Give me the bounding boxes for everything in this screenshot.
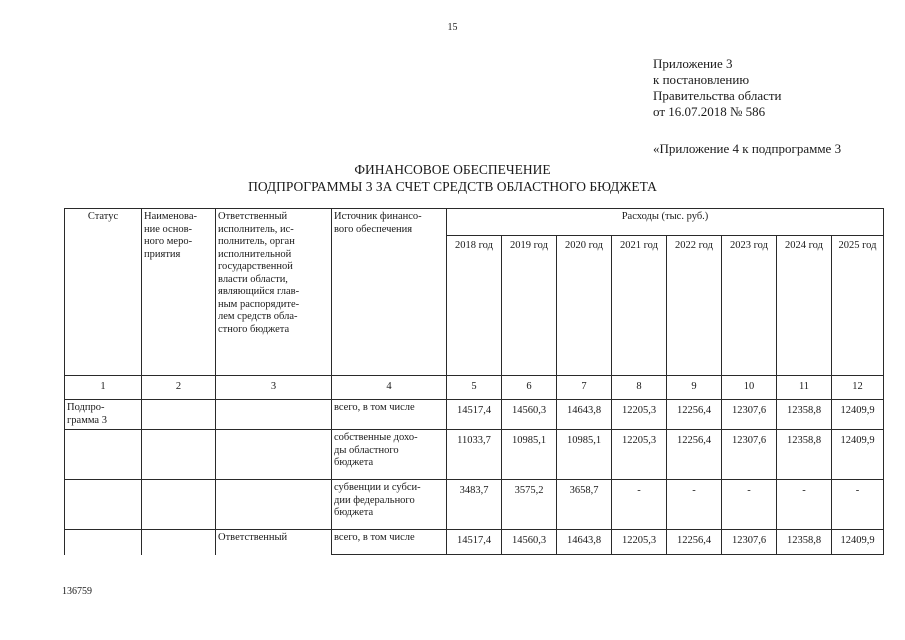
table-row — [65, 530, 884, 555]
column-number: 2 — [142, 376, 216, 400]
cell-executor — [216, 430, 332, 480]
cell-value: 12307,6 — [722, 430, 777, 480]
cell-funding-source: всего, в том числе — [332, 400, 447, 430]
table-row — [65, 430, 884, 480]
cell-value: 3575,2 — [502, 480, 557, 530]
cell-value: 12256,4 — [667, 430, 722, 480]
cell-value: 14517,4 — [447, 530, 502, 555]
cell-value: 12409,9 — [832, 400, 884, 430]
column-number: 12 — [832, 376, 884, 400]
cell-value: 14643,8 — [557, 400, 612, 430]
cell-value: 10985,1 — [557, 430, 612, 480]
header-year: 2023 год — [722, 236, 777, 376]
appendix-quote: «Приложение 4 к подпрограмме 3 — [653, 141, 842, 156]
header-status: Статус — [65, 209, 142, 376]
cell-executor: Ответственный — [216, 530, 332, 555]
cell-value: 11033,7 — [447, 430, 502, 480]
appendix-line: Приложение 3 — [653, 56, 733, 71]
cell-value: - — [832, 480, 884, 530]
cell-value: 12358,8 — [777, 400, 832, 430]
cell-value: 12307,6 — [722, 530, 777, 555]
cell-activity-name — [142, 400, 216, 430]
appendix-line: к постановлению — [653, 72, 750, 87]
footer-code: 136759 — [62, 586, 92, 597]
column-number: 3 — [216, 376, 332, 400]
cell-status — [65, 530, 142, 555]
cell-value: 14643,8 — [557, 530, 612, 555]
cell-value: 12358,8 — [777, 430, 832, 480]
cell-funding-source: всего, в том числе — [332, 530, 447, 555]
table-row — [65, 400, 884, 430]
cell-funding-source: субвенции и субси- дии федерального бюджета — [332, 480, 447, 530]
cell-value: - — [667, 480, 722, 530]
header-funding-source: Источник финансо- вого обеспечения — [332, 209, 447, 376]
cell-executor — [216, 400, 332, 430]
cell-value: 12358,8 — [777, 530, 832, 555]
cell-value: 3658,7 — [557, 480, 612, 530]
column-number: 9 — [667, 376, 722, 400]
column-number: 4 — [332, 376, 447, 400]
header-year: 2019 год — [502, 236, 557, 376]
cell-value: - — [612, 480, 667, 530]
appendix-line: от 16.07.2018 № 586 — [653, 104, 766, 119]
cell-activity-name — [142, 530, 216, 555]
column-number: 8 — [612, 376, 667, 400]
cell-status: Подпро- грамма 3 — [65, 400, 142, 430]
header-year: 2025 год — [832, 236, 884, 376]
appendix-line: Правительства области — [653, 88, 782, 103]
column-number: 7 — [557, 376, 612, 400]
page-number: 15 — [447, 22, 458, 33]
column-number-row — [65, 376, 884, 400]
cell-value: 3483,7 — [447, 480, 502, 530]
header-expenses: Расходы (тыс. руб.) — [447, 209, 884, 236]
column-number: 5 — [447, 376, 502, 400]
cell-status — [65, 430, 142, 480]
column-number: 10 — [722, 376, 777, 400]
cell-value: 12256,4 — [667, 400, 722, 430]
cell-activity-name — [142, 430, 216, 480]
cell-value: 12307,6 — [722, 400, 777, 430]
budget-table — [64, 208, 884, 555]
column-number: 6 — [502, 376, 557, 400]
document-title-line: ФИНАНСОВОЕ ОБЕСПЕЧЕНИЕ — [354, 162, 551, 177]
cell-value: 14517,4 — [447, 400, 502, 430]
header-executor: Ответственный исполнитель, ис- полнитель, орган исполнительной государственной власти области, являющийся глав- ным распорядите- лем средств обла- стного бюджета — [216, 209, 332, 376]
header-year: 2018 год — [447, 236, 502, 376]
header-year: 2024 год — [777, 236, 832, 376]
header-year: 2020 год — [557, 236, 612, 376]
cell-value: - — [777, 480, 832, 530]
cell-value: - — [722, 480, 777, 530]
cell-value: 12205,3 — [612, 530, 667, 555]
cell-status — [65, 480, 142, 530]
cell-value: 14560,3 — [502, 400, 557, 430]
column-number: 11 — [777, 376, 832, 400]
cell-activity-name — [142, 480, 216, 530]
cell-value: 12256,4 — [667, 530, 722, 555]
cell-funding-source: собственные дохо- ды областного бюджета — [332, 430, 447, 480]
document-title — [0, 161, 905, 195]
cell-value: 10985,1 — [502, 430, 557, 480]
table-header-row — [65, 209, 884, 236]
header-year: 2022 год — [667, 236, 722, 376]
header-year: 2021 год — [612, 236, 667, 376]
document-title-line: ПОДПРОГРАММЫ 3 ЗА СЧЕТ СРЕДСТВ ОБЛАСТНОГО БЮДЖЕТА — [248, 179, 657, 194]
header-activity-name: Наименова- ние основ- ного меро- приятия — [142, 209, 216, 376]
cell-value: 12205,3 — [612, 400, 667, 430]
cell-value: 14560,3 — [502, 530, 557, 555]
cell-value: 12409,9 — [832, 530, 884, 555]
column-number: 1 — [65, 376, 142, 400]
cell-executor — [216, 480, 332, 530]
cell-value: 12205,3 — [612, 430, 667, 480]
appendix-header — [653, 56, 893, 120]
cell-value: 12409,9 — [832, 430, 884, 480]
table-row — [65, 480, 884, 530]
